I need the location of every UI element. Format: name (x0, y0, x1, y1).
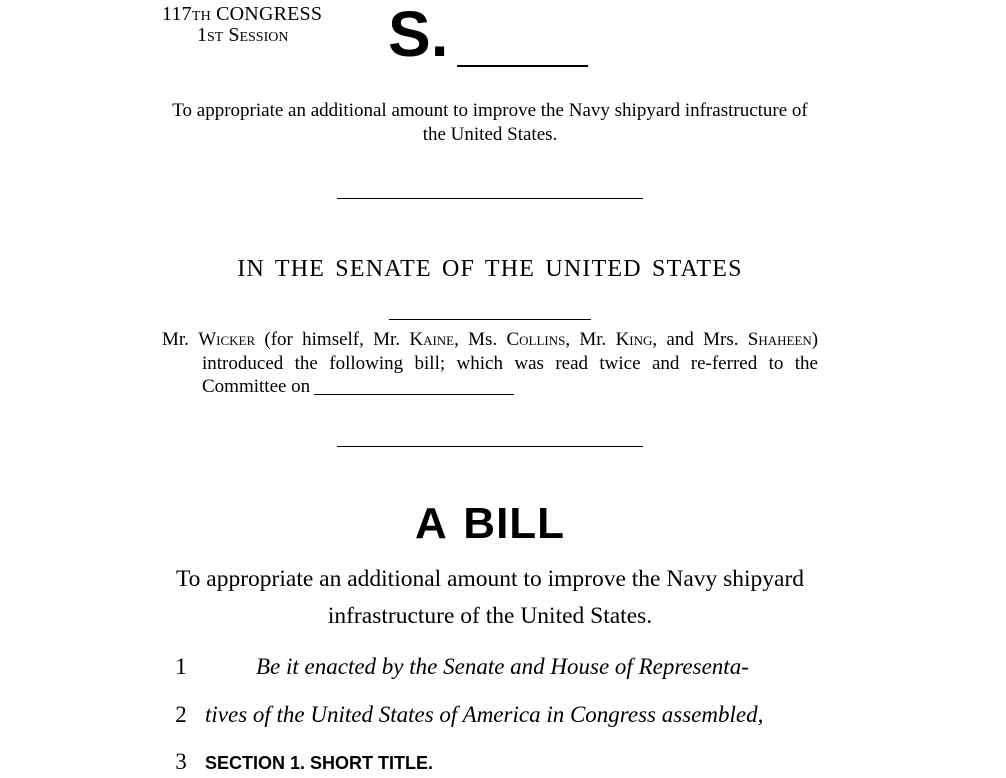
section-heading: SECTION 1. SHORT TITLE. (205, 753, 434, 773)
session-label (197, 25, 288, 45)
divider-rule (337, 198, 643, 199)
cosponsor-name: King (615, 329, 653, 350)
session-suffix: st (207, 24, 224, 46)
divider-rule (337, 446, 643, 447)
cosponsor-title: Ms. (468, 329, 498, 350)
sponsor-title: Mr. (162, 329, 189, 350)
cosponsor-name: Shaheen (747, 329, 812, 350)
sponsor-text: (for himself, (264, 329, 364, 350)
cosponsor-title: Mrs. (703, 329, 739, 350)
sponsor-paragraph: Mr. Wicker (for himself, Mr. Kaine, Ms. Collins, Mr. King, and Mrs. Shaheen) introduced the following bill; which was read twice and re-ferred to the Committee on (162, 329, 819, 397)
cosponsor-title: Mr. (579, 329, 607, 350)
bill-heading: A BILL (414, 499, 566, 548)
divider-rule-short (389, 319, 591, 320)
congress-word: CONGRESS (216, 3, 323, 25)
line-number: 2 (175, 702, 187, 727)
sponsor-name: Wicker (198, 329, 256, 350)
session-word: Session (228, 24, 289, 46)
long-title: To appropriate an additional amount to improve the Navy shipyard infrastructure of the United States. (175, 566, 805, 629)
enacting-clause-line: tives of the United States of America in Congress assembled, (205, 702, 764, 727)
congress-suffix: th (191, 3, 211, 25)
chamber-heading: IN THE SENATE OF THE UNITED STATES (237, 256, 743, 282)
cosponsor-title: Mr. (373, 329, 401, 350)
short-title: To appropriate an additional amount to improve the Navy shipyard infrastructure of the United States. (172, 100, 808, 145)
bill-number-blank (457, 65, 588, 67)
committee-blank (314, 394, 514, 395)
sponsor-conjunction: and (666, 329, 694, 350)
line-number: 1 (175, 654, 187, 679)
cosponsor-name: Kaine (409, 329, 455, 350)
line-number: 3 (175, 749, 187, 774)
congress-label (162, 4, 322, 24)
sponsor-text: ) introduced the following bill; which was read twice and re-ferred to the Committee on (202, 329, 819, 397)
congress-number: 117 (162, 3, 192, 25)
cosponsor-name: Collins (506, 329, 566, 350)
bill-prefix: S. (388, 0, 449, 70)
enacting-clause-line: Be it enacted by the Senate and House of Representa- (256, 654, 749, 679)
session-number: 1 (197, 24, 207, 46)
